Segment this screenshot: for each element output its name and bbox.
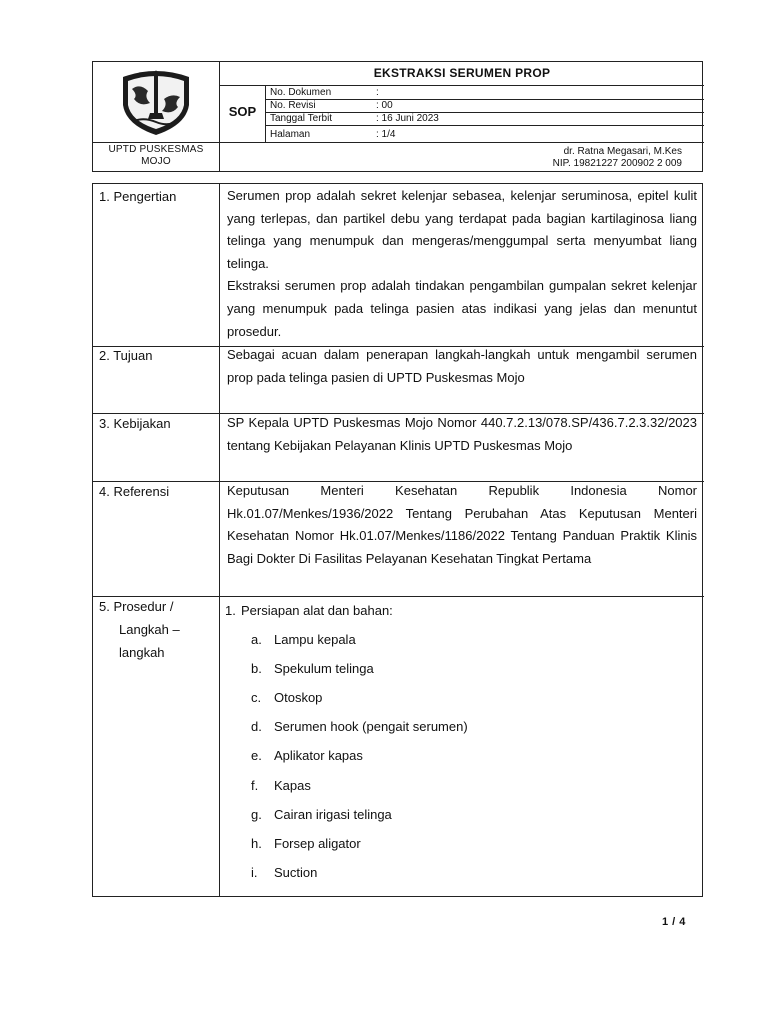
organization-name: UPTD PUSKESMAS MOJO: [108, 144, 204, 167]
divider: [93, 142, 704, 143]
meta-value: : 1/4: [376, 129, 396, 140]
list-item: Lampu kepala: [274, 632, 356, 647]
divider: [266, 99, 704, 100]
document-title: EKSTRAKSI SERUMEN PROP: [373, 66, 551, 80]
section-text-referensi: [227, 480, 697, 570]
row-divider: [93, 596, 704, 597]
list-item-letter: f.: [251, 778, 259, 793]
meta-value: : 00: [376, 100, 393, 111]
list-item: Kapas: [274, 778, 311, 793]
list-item-letter: g.: [251, 807, 262, 822]
step-number: 1.: [225, 603, 236, 618]
meta-label: Tanggal Terbit: [270, 113, 333, 124]
list-item: Aplikator kapas: [274, 748, 363, 763]
list-item: Forsep aligator: [274, 836, 361, 851]
list-item: Serumen hook (pengait serumen): [274, 719, 468, 734]
paragraph: Serumen prop adalah sekret kelenjar sebasea, kelenjar seruminosa, epitel kulit yang terlepas, dan partikel debu yang terdapat pada bagian kartilaginosa liang telinga yang menumpuk dan mengeras/menggumpal serta menyumbat liang telinga.: [227, 188, 697, 271]
meta-label: No. Revisi: [270, 100, 316, 111]
section-label-pengertian: 1. Pengertian: [99, 189, 177, 204]
section-label-kebijakan: 3. Kebijakan: [99, 416, 171, 431]
document-header: [92, 61, 703, 172]
list-item: Suction: [274, 865, 318, 880]
list-item-letter: d.: [251, 719, 262, 734]
city-emblem-logo: [93, 62, 219, 142]
signer-name: dr. Ratna Megasari, M.Kes: [563, 146, 682, 157]
meta-label: No. Dokumen: [270, 87, 332, 98]
list-item: Spekulum telinga: [274, 661, 374, 676]
paragraph: SP Kepala UPTD Puskesmas Mojo Nomor 440.7.2.13/078.SP/436.7.2.3.32/2023 tentang Kebijakan Pelayanan Klinis UPTD Puskesmas Mojo: [227, 415, 697, 453]
sop-label: SOP: [228, 104, 257, 119]
column-divider: [219, 184, 220, 897]
section-label-tujuan: 2. Tujuan: [99, 348, 153, 363]
list-item-letter: b.: [251, 661, 262, 676]
divider: [265, 85, 266, 142]
meta-value: :: [376, 87, 379, 98]
list-item-letter: h.: [251, 836, 262, 851]
paragraph: Sebagai acuan dalam penerapan langkah-langkah untuk mengambil serumen prop pada telinga pasien di UPTD Puskesmas Mojo: [227, 347, 697, 385]
section-label-prosedur: 5. Prosedur / Langkah – langkah: [99, 599, 180, 660]
meta-value: : 16 Juni 2023: [376, 113, 439, 124]
list-item-letter: i.: [251, 865, 258, 880]
list-item-letter: c.: [251, 690, 262, 705]
step-text: Persiapan alat dan bahan:: [241, 603, 393, 618]
list-item-letter: a.: [251, 632, 262, 647]
section-label-referensi: 4. Referensi: [99, 484, 170, 499]
list-item: Cairan irigasi telinga: [274, 807, 392, 822]
paragraph: Ekstraksi serumen prop adalah tindakan pengambilan gumpalan sekret kelenjar yang menumpuk pada telinga pasien atas indikasi yang jelas dan menuntut prosedur.: [227, 278, 697, 339]
section-text-kebijakan: [227, 412, 697, 457]
signer-nip: NIP. 19821227 200902 2 009: [552, 158, 682, 169]
list-item: Otoskop: [274, 690, 323, 705]
list-item-letter: e.: [251, 748, 262, 763]
section-text-pengertian: [227, 185, 697, 343]
meta-label: Halaman: [270, 129, 311, 140]
paragraph: Keputusan Menteri Kesehatan Republik Indonesia Nomor Hk.01.07/Menkes/1936/2022 Tentang Perubahan Atas Keputusan Menteri Kesehatan Nomor Hk.01.07/Menkes/1186/2022 Tentang Panduan Praktik Klinis Bagi Dokter Di Fasilitas Pelayanan Kesehatan Tingkat Pertama: [227, 483, 697, 566]
section-text-tujuan: [227, 344, 697, 389]
page-number: 1 / 4: [662, 916, 686, 928]
sop-content-table: [92, 183, 703, 897]
